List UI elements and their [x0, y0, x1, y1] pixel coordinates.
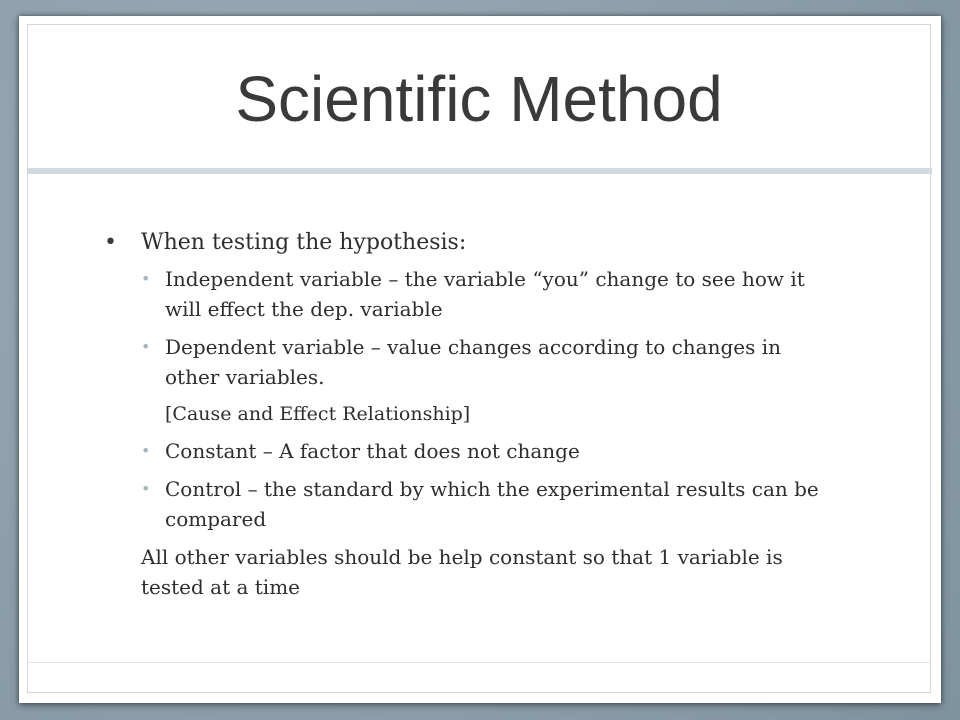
- note-text: [Cause and Effect Relationship]: [165, 403, 471, 425]
- sub-bullet-text: Constant – A factor that does not change: [165, 439, 580, 463]
- bullet-dot-icon: •: [141, 337, 151, 356]
- bullet-dot-icon: •: [104, 230, 117, 255]
- sub-bullet-item-control: [99, 474, 819, 534]
- sub-bullet-text: Control – the standard by which the experimental results can be compared: [165, 477, 819, 531]
- sub-bullet-text: Dependent variable – value changes according to changes in other variables.: [165, 335, 782, 389]
- bullet-item-heading: [99, 228, 819, 258]
- sub-bullet-item-constant: [99, 436, 819, 466]
- slide-title: Scientific Method: [235, 63, 723, 135]
- footer-divider: [28, 662, 930, 663]
- bullet-dot-icon: •: [141, 479, 151, 498]
- closing-statement: [99, 542, 819, 602]
- bullet-text: When testing the hypothesis:: [141, 230, 467, 255]
- closing-text: All other variables should be help constant so that 1 variable is tested at a time: [141, 545, 783, 599]
- sub-bullet-item-dependent: [99, 332, 819, 392]
- title-area: [28, 25, 930, 173]
- bullet-list: [99, 228, 819, 602]
- sub-bullet-text: Independent variable – the variable “you” change to see how it will effect the dep. variable: [165, 267, 805, 321]
- sub-bullet-item-independent: [99, 264, 819, 324]
- cause-effect-note: [99, 400, 819, 428]
- slide: [19, 16, 941, 703]
- title-divider: [28, 168, 932, 174]
- slide-content: [99, 228, 819, 602]
- bullet-dot-icon: •: [141, 441, 151, 460]
- bullet-dot-icon: •: [141, 269, 151, 288]
